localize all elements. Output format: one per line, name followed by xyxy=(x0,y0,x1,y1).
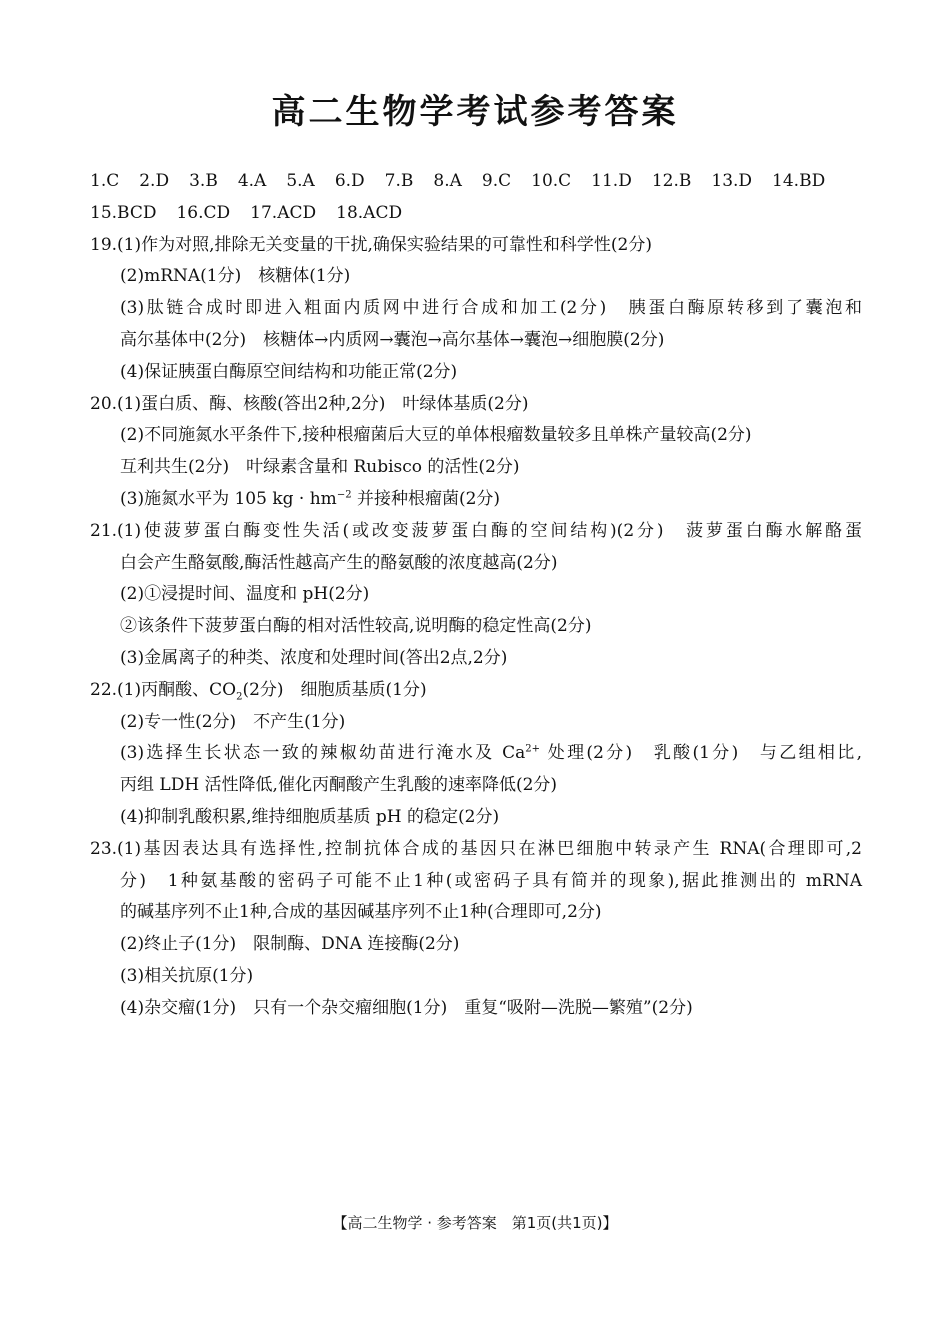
q22-line-1 xyxy=(90,675,862,707)
mc-answer: 15.BCD xyxy=(90,202,157,223)
q19-line-4: 高尔基体中(2分) 核糖体→内质网→囊泡→高尔基体→囊泡→细胞膜(2分) xyxy=(120,329,665,350)
mc-answer: 11.D xyxy=(591,171,632,191)
q22-subscript: 2 xyxy=(236,691,243,703)
page-title: 高二生物学考试参考答案 xyxy=(271,92,679,132)
answer-content xyxy=(90,166,862,1025)
q21-line-1: 21.(1)使菠萝蛋白酶变性失活(或改变菠萝蛋白酶的空间结构)(2分) 菠萝蛋白酶水解酪蛋 xyxy=(90,520,862,541)
mc-answer: 2.D xyxy=(139,171,170,191)
q23-line-5: (3)相关抗原(1分) xyxy=(120,965,254,986)
q20-line-4 xyxy=(90,484,862,516)
mc-answer: 3.B xyxy=(189,171,218,191)
q22-line-3-text: (3)选择生长状态一致的辣椒幼苗进行淹水及 Ca xyxy=(120,743,526,764)
mc-answer: 7.B xyxy=(384,171,414,191)
mc-answer: 13.D xyxy=(711,171,753,191)
mc-answer: 8.A xyxy=(433,171,462,191)
mc-answer: 14.BD xyxy=(772,171,826,191)
mc-answer: 1.C xyxy=(90,171,120,191)
mc-answer: 18.ACD xyxy=(336,202,403,223)
q23-line-6: (4)杂交瘤(1分) 只有一个杂交瘤细胞(1分) 重复“吸附—洗脱—繁殖”(2分) xyxy=(120,997,693,1018)
q22-superscript: 2+ xyxy=(525,743,541,755)
q20-exponent: −2 xyxy=(336,489,352,501)
q19-line-2: (2)mRNA(1分) 核糖体(1分) xyxy=(120,266,351,287)
q20-line-4-text: (3)施氮水平为 105 kg · hm xyxy=(120,488,337,509)
q23-line-4: (2)终止子(1分) 限制酶、DNA 连接酶(2分) xyxy=(120,934,460,955)
mc-answer: 5.A xyxy=(286,171,315,191)
q21-line-2: 白会产生酪氨酸,酶活性越高产生的酪氨酸的浓度越高(2分) xyxy=(120,552,558,573)
question-22 xyxy=(90,675,862,834)
q22-line-1-tail: (2分) 细胞质基质(1分) xyxy=(242,679,427,700)
mc-answer: 9.C xyxy=(481,171,512,191)
q22-line-5: (4)抑制乳酸积累,维持细胞质基质 pH 的稳定(2分) xyxy=(120,806,500,827)
q21-line-3: (2)①浸提时间、温度和 pH(2分) xyxy=(120,584,370,605)
q23-line-2: 分) 1种氨基酸的密码子可能不止1种(或密码子具有简并的现象),据此推测出的 mRNA xyxy=(120,870,862,891)
q23-line-3: 的碱基序列不止1种,合成的基因碱基序列不止1种(合理即可,2分) xyxy=(120,902,602,923)
question-21 xyxy=(90,516,862,675)
mc-answers-row-1 xyxy=(90,166,862,198)
mc-answers-row-2 xyxy=(90,198,862,230)
q22-line-2: (2)专一性(2分) 不产生(1分) xyxy=(120,711,346,732)
mc-answer: 4.A xyxy=(237,171,267,191)
q23-line-1: 23.(1)基因表达具有选择性,控制抗体合成的基因只在淋巴细胞中转录产生 RNA(合理即可,2 xyxy=(90,838,862,859)
q20-line-4-tail: 并接种根瘤菌(2分) xyxy=(351,488,501,509)
q22-line-3-tail: 处理(2分) 乳酸(1分) 与乙组相比, xyxy=(540,743,862,764)
q19-line-5: (4)保证胰蛋白酶原空间结构和功能正常(2分) xyxy=(120,361,458,382)
q20-line-3: 互利共生(2分) 叶绿素含量和 Rubisco 的活性(2分) xyxy=(120,457,520,478)
page-footer: 【高二生物学 · 参考答案 第1页(共1页)】 xyxy=(332,1214,618,1232)
q21-line-5: (3)金属离子的种类、浓度和处理时间(答出2点,2分) xyxy=(120,647,508,668)
q22-line-1-text: 22.(1)丙酮酸、CO xyxy=(90,679,237,700)
q22-line-3 xyxy=(90,738,862,770)
q20-line-1: 20.(1)蛋白质、酶、核酸(答出2种,2分) 叶绿体基质(2分) xyxy=(90,393,529,414)
q20-line-2: (2)不同施氮水平条件下,接种根瘤菌后大豆的单体根瘤数量较多且单株产量较高(2分) xyxy=(120,425,752,446)
mc-answer: 6.D xyxy=(334,171,365,191)
question-20 xyxy=(90,389,862,516)
mc-answer: 16.CD xyxy=(176,202,231,223)
q19-line-1: 19.(1)作为对照,排除无关变量的干扰,确保实验结果的可靠性和科学性(2分) xyxy=(90,234,653,255)
question-19 xyxy=(90,230,862,389)
mc-answer: 12.B xyxy=(651,171,692,191)
question-23 xyxy=(90,834,862,1025)
mc-answer: 17.ACD xyxy=(250,202,317,223)
mc-answer: 10.C xyxy=(531,171,572,191)
q19-line-3: (3)肽链合成时即进入粗面内质网中进行合成和加工(2分) 胰蛋白酶原转移到了囊泡和 xyxy=(120,298,862,319)
q21-line-4: ②该条件下菠萝蛋白酶的相对活性较高,说明酶的稳定性高(2分) xyxy=(120,616,592,637)
q22-line-4: 丙组 LDH 活性降低,催化丙酮酸产生乳酸的速率降低(2分) xyxy=(120,775,558,796)
